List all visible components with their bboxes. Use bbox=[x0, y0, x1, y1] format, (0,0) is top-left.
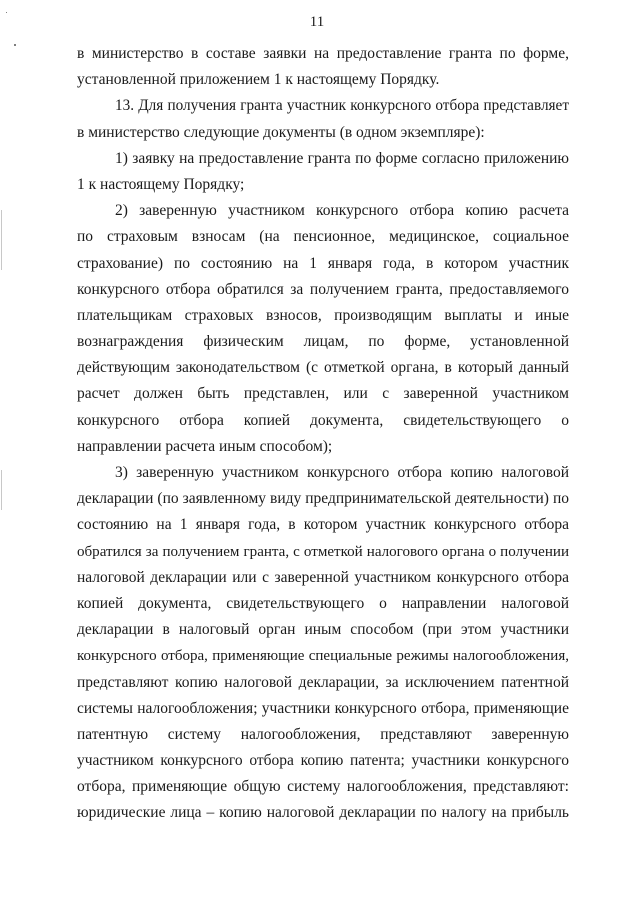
text-line: конкурсного отбора обратился за получением гранта, предоставляемого bbox=[77, 280, 569, 298]
scan-edge-mark bbox=[1, 210, 2, 270]
text-line: состоянию на 1 января года, в котором участник конкурсного отбора bbox=[77, 516, 569, 534]
text-line: в министерство следующие документы (в одном экземпляре): bbox=[77, 123, 485, 141]
text-line: юридические лица – копию налоговой декларации по налогу на прибыль bbox=[77, 804, 569, 822]
text-line: системы налогообложения; участники конкурсного отбора, применяющие bbox=[77, 699, 569, 717]
text-line: расчет должен быть представлен, или с заверенной участником bbox=[77, 385, 569, 403]
text-line: в министерство в составе заявки на предоставление гранта по форме, bbox=[77, 45, 569, 62]
text-line: действующим законодательством (с отметкой органа, в который данный bbox=[77, 359, 569, 377]
text-line: декларации в налоговый орган иным способом (при этом участники bbox=[77, 621, 569, 639]
text-line: направлении расчета иным способом); bbox=[77, 437, 333, 455]
page-number: 11 bbox=[309, 14, 325, 30]
text-line: 2) заверенную участником конкурсного отбора копию расчета bbox=[115, 202, 569, 220]
text-line: представляют копию налоговой декларации, за исключением патентной bbox=[77, 673, 569, 691]
text-line: конкурсного отбора копией документа, свидетельствующего о bbox=[77, 411, 569, 429]
text-line: 13. Для получения гранта участник конкурсного отбора представляет bbox=[115, 97, 569, 115]
scan-speck bbox=[6, 12, 7, 13]
text-line: вознаграждения физическим лицам, по форме, установленной bbox=[77, 333, 569, 351]
text-line: конкурсного отбора, применяющие специальные режимы налогообложения, bbox=[77, 648, 569, 665]
text-line: 1 к настоящему Порядку; bbox=[77, 175, 245, 193]
text-line: копией документа, свидетельствующего о направлении налоговой bbox=[77, 594, 569, 612]
text-line: налоговой декларации или с заверенной участником конкурсного отбора bbox=[77, 568, 569, 586]
text-line: обратился за получением гранта, с отметкой налогового органа о получении bbox=[77, 543, 569, 560]
text-line: 3) заверенную участником конкурсного отбора копию налоговой bbox=[115, 464, 569, 481]
document-body bbox=[77, 41, 569, 827]
scan-speck bbox=[14, 44, 16, 46]
scan-edge-mark bbox=[1, 470, 2, 510]
text-line: страхование) по состоянию на 1 января года, в котором участник bbox=[77, 254, 569, 272]
text-line: патентную систему налогообложения, представляют заверенную bbox=[77, 725, 569, 743]
text-line: отбора, применяющие общую систему налогообложения, представляют: bbox=[77, 778, 569, 796]
text-line: участником конкурсного отбора копию патента; участники конкурсного bbox=[77, 752, 569, 770]
text-line: по страховым взносам (на пенсионное, медицинское, социальное bbox=[77, 228, 569, 246]
text-line: плательщикам страховых взносов, производящим выплаты и иные bbox=[77, 306, 569, 324]
text-line: декларации (по заявленному виду предпринимательской деятельности) по bbox=[77, 490, 569, 508]
text-line: 1) заявку на предоставление гранта по форме согласно приложению bbox=[115, 149, 569, 167]
text-line: установленной приложением 1 к настоящему Порядку. bbox=[77, 71, 440, 89]
